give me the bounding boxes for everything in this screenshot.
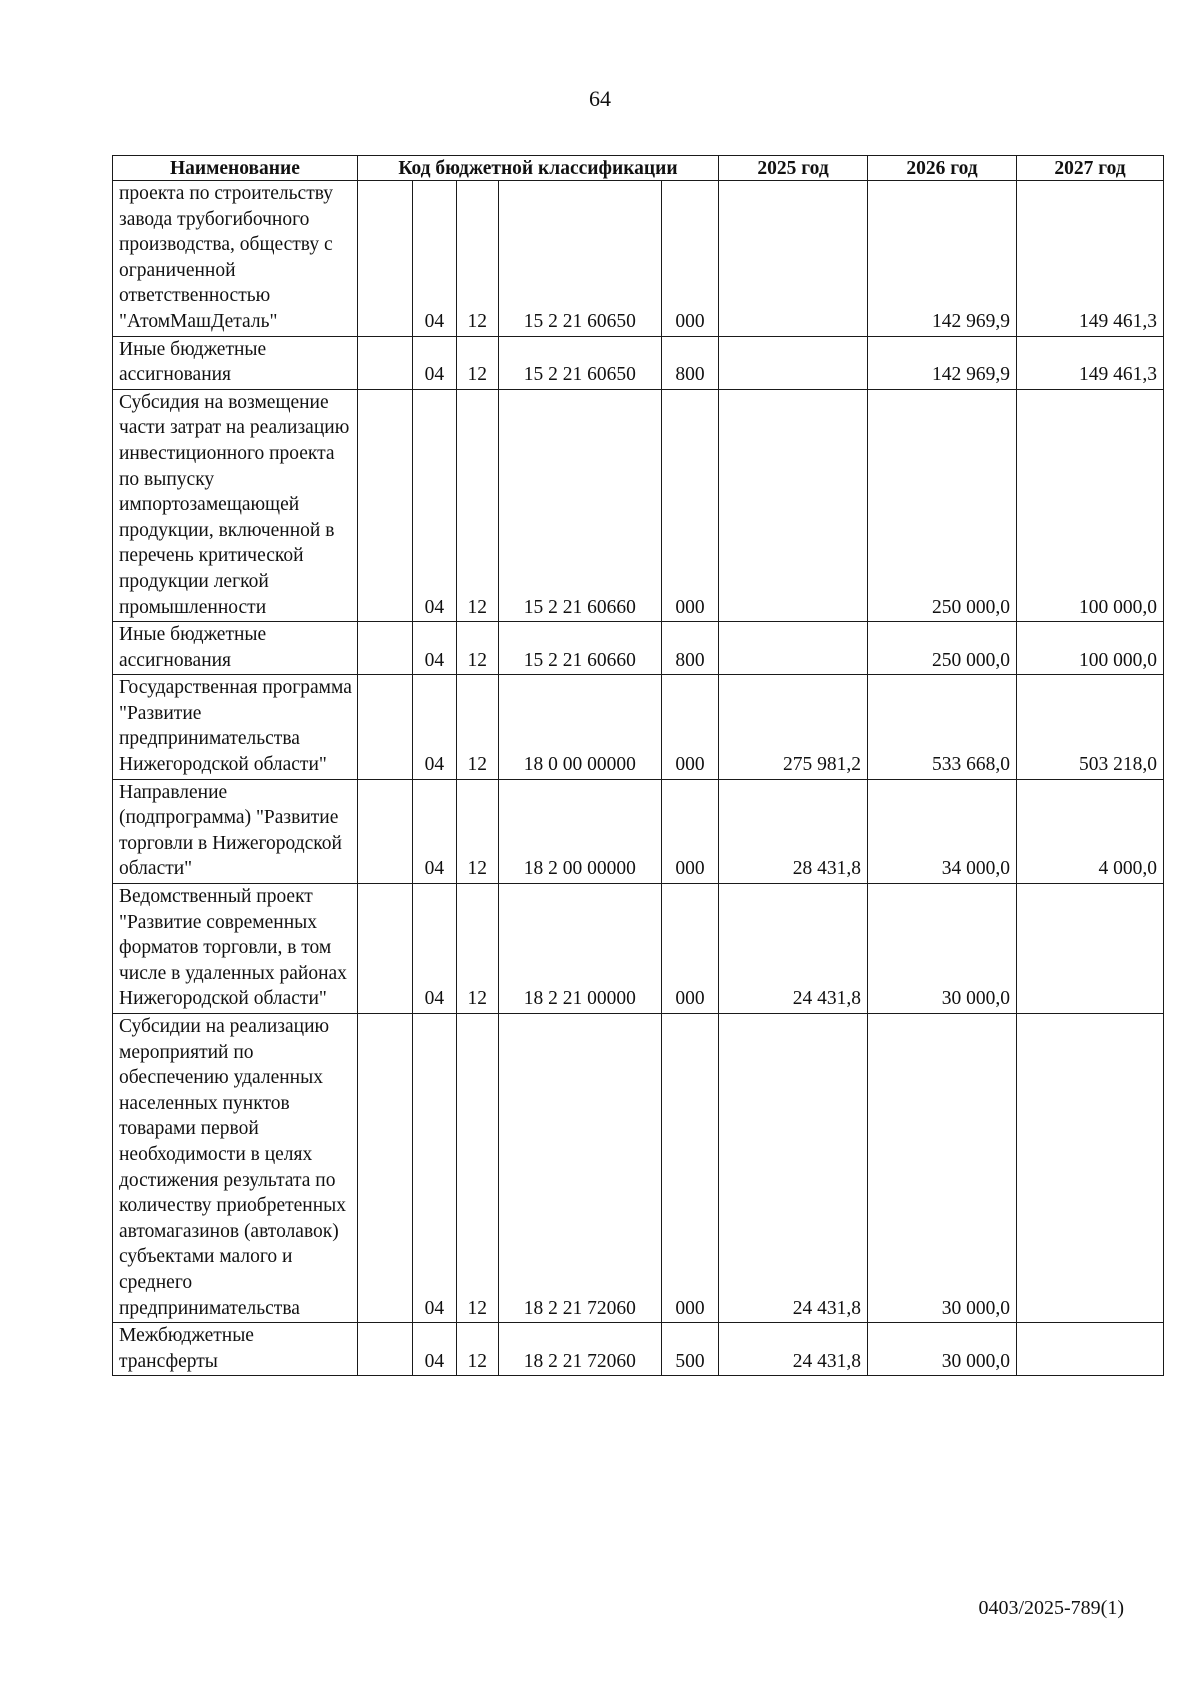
code-subsection: 12 [456, 884, 498, 1014]
code-target-article: 18 2 21 72060 [498, 1323, 661, 1376]
amount-2026: 250 000,0 [868, 389, 1017, 621]
code-section: 04 [412, 1323, 456, 1376]
page-number: 64 [589, 86, 611, 111]
table-body [113, 181, 1164, 1376]
row-name: Иные бюджетные ассигнования [113, 336, 358, 389]
amount-2025: 28 431,8 [719, 779, 868, 883]
amount-2026: 250 000,0 [868, 622, 1017, 675]
code-subsection: 12 [456, 389, 498, 621]
row-name: проекта по строительству завода трубогибочного производства, обществу с ограниченной ответственностью "АтомМашДеталь" [113, 181, 358, 337]
code-section: 04 [412, 779, 456, 883]
row-name: Направление (подпрограмма) "Развитие торговли в Нижегородской области" [113, 779, 358, 883]
amount-2026: 30 000,0 [868, 1014, 1017, 1323]
header-2025: 2025 год [719, 156, 868, 181]
code-expense-type: 000 [661, 779, 718, 883]
code-expense-type: 000 [661, 389, 718, 621]
amount-2027: 100 000,0 [1017, 622, 1164, 675]
table-row [113, 622, 1164, 675]
amount-2025 [719, 389, 868, 621]
row-name: Иные бюджетные ассигнования [113, 622, 358, 675]
header-name: Наименование [113, 156, 358, 181]
table-row [113, 779, 1164, 883]
amount-2025: 24 431,8 [719, 884, 868, 1014]
row-name: Субсидия на возмещение части затрат на реализацию инвестиционного проекта по выпуску импортозамещающей продукции, включенной в перечень критической продукции легкой промышленности [113, 389, 358, 621]
amount-2027 [1017, 884, 1164, 1014]
code-segment-1 [357, 389, 412, 621]
code-segment-1 [357, 675, 412, 779]
code-section: 04 [412, 389, 456, 621]
code-subsection: 12 [456, 779, 498, 883]
row-name: Ведомственный проект "Развитие современных форматов торговли, в том числе в удаленных районах Нижегородской области" [113, 884, 358, 1014]
amount-2027: 503 218,0 [1017, 675, 1164, 779]
code-expense-type: 000 [661, 884, 718, 1014]
amount-2025 [719, 336, 868, 389]
amount-2025 [719, 181, 868, 337]
budget-table [112, 155, 1164, 1376]
code-expense-type: 500 [661, 1323, 718, 1376]
amount-2026: 30 000,0 [868, 1323, 1017, 1376]
amount-2027: 149 461,3 [1017, 336, 1164, 389]
code-target-article: 15 2 21 60650 [498, 336, 661, 389]
header-2027: 2027 год [1017, 156, 1164, 181]
row-name: Государственная программа "Развитие предпринимательства Нижегородской области" [113, 675, 358, 779]
table-row [113, 884, 1164, 1014]
code-section: 04 [412, 884, 456, 1014]
code-segment-1 [357, 1014, 412, 1323]
code-segment-1 [357, 1323, 412, 1376]
code-section: 04 [412, 622, 456, 675]
amount-2026: 142 969,9 [868, 181, 1017, 337]
amount-2027 [1017, 1323, 1164, 1376]
code-target-article: 18 0 00 00000 [498, 675, 661, 779]
code-subsection: 12 [456, 336, 498, 389]
code-expense-type: 800 [661, 622, 718, 675]
header-code: Код бюджетной классификации [357, 156, 718, 181]
row-name: Субсидии на реализацию мероприятий по обеспечению удаленных населенных пунктов товарами первой необходимости в целях достижения результата по количеству приобретенных автомагазинов (автолавок) субъектами малого и среднего предпринимательства [113, 1014, 358, 1323]
table-row [113, 389, 1164, 621]
document-code: 0403/2025-789(1) [978, 1597, 1124, 1619]
amount-2025 [719, 622, 868, 675]
code-subsection: 12 [456, 675, 498, 779]
code-expense-type: 000 [661, 1014, 718, 1323]
amount-2025: 24 431,8 [719, 1323, 868, 1376]
amount-2026: 34 000,0 [868, 779, 1017, 883]
code-segment-1 [357, 336, 412, 389]
table-header-row [113, 156, 1164, 181]
code-subsection: 12 [456, 1014, 498, 1323]
code-expense-type: 800 [661, 336, 718, 389]
code-target-article: 18 2 00 00000 [498, 779, 661, 883]
code-subsection: 12 [456, 622, 498, 675]
code-segment-1 [357, 622, 412, 675]
code-subsection: 12 [456, 181, 498, 337]
code-segment-1 [357, 884, 412, 1014]
amount-2026: 142 969,9 [868, 336, 1017, 389]
amount-2027 [1017, 1014, 1164, 1323]
table-row [113, 675, 1164, 779]
amount-2027: 149 461,3 [1017, 181, 1164, 337]
table-row [113, 181, 1164, 337]
amount-2027: 4 000,0 [1017, 779, 1164, 883]
code-section: 04 [412, 336, 456, 389]
amount-2026: 533 668,0 [868, 675, 1017, 779]
code-section: 04 [412, 181, 456, 337]
code-subsection: 12 [456, 1323, 498, 1376]
code-section: 04 [412, 1014, 456, 1323]
code-segment-1 [357, 181, 412, 337]
header-2026: 2026 год [868, 156, 1017, 181]
amount-2025: 24 431,8 [719, 1014, 868, 1323]
amount-2025: 275 981,2 [719, 675, 868, 779]
code-target-article: 15 2 21 60660 [498, 622, 661, 675]
code-target-article: 18 2 21 72060 [498, 1014, 661, 1323]
code-target-article: 15 2 21 60650 [498, 181, 661, 337]
code-expense-type: 000 [661, 675, 718, 779]
table-row [113, 1323, 1164, 1376]
amount-2027: 100 000,0 [1017, 389, 1164, 621]
amount-2026: 30 000,0 [868, 884, 1017, 1014]
code-section: 04 [412, 675, 456, 779]
code-segment-1 [357, 779, 412, 883]
code-target-article: 15 2 21 60660 [498, 389, 661, 621]
row-name: Межбюджетные трансферты [113, 1323, 358, 1376]
table-row [113, 1014, 1164, 1323]
table-row [113, 336, 1164, 389]
code-target-article: 18 2 21 00000 [498, 884, 661, 1014]
code-expense-type: 000 [661, 181, 718, 337]
